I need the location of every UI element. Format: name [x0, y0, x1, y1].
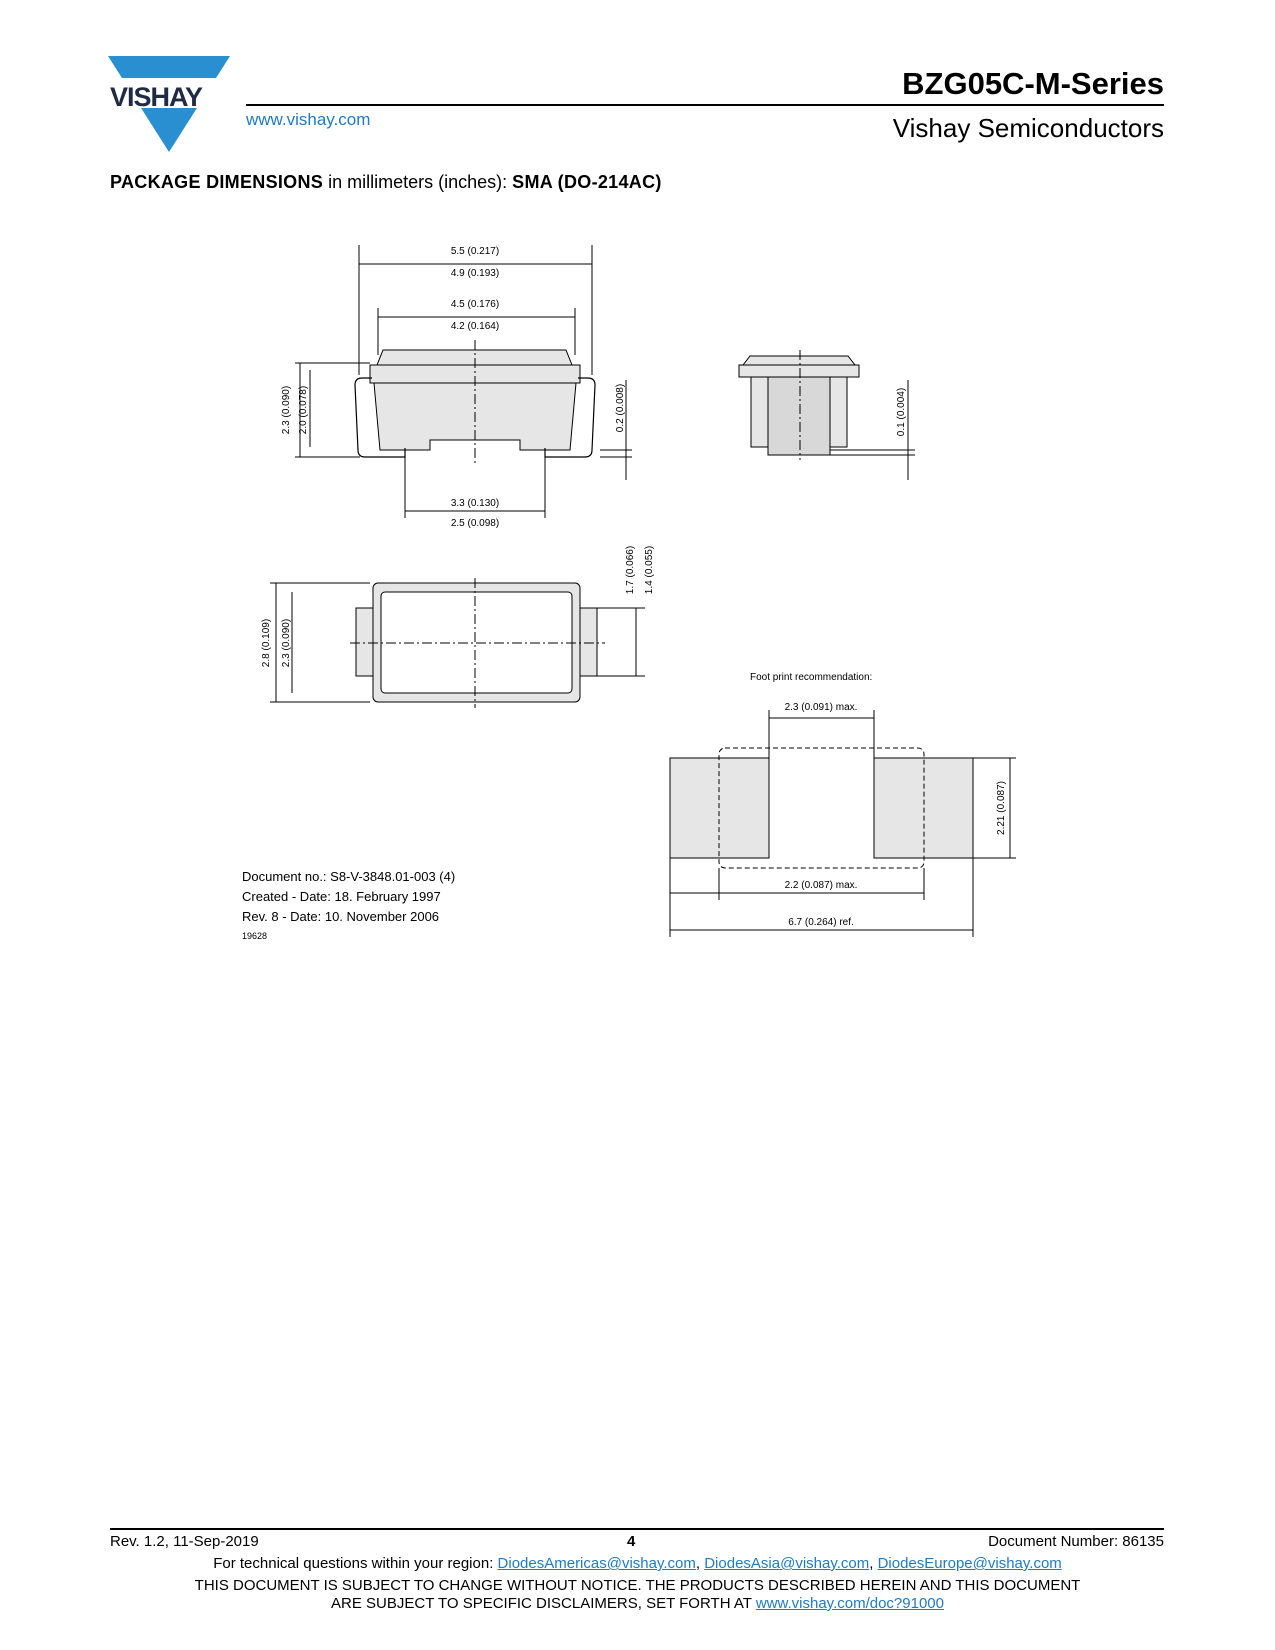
footprint-title: Foot print recommendation: — [750, 672, 873, 683]
footer-tech-questions — [0, 1555, 1275, 1572]
dim-4-2: 4.2 (0.164) — [450, 321, 500, 332]
disclaimer-link[interactable]: www.vishay.com/doc?91000 — [755, 1595, 944, 1612]
footer-notice-1: THIS DOCUMENT IS SUBJECT TO CHANGE WITHOUT NOTICE. THE PRODUCTS DESCRIBED HEREIN AND THIS DOCUMENT — [194, 1577, 1081, 1594]
heading-middle: in millimeters (inches): — [323, 172, 513, 192]
heading-bold: PACKAGE DIMENSIONS — [110, 172, 324, 192]
fp-dim-6-7: 6.7 (0.264) ref. — [788, 917, 854, 928]
meta-rev: Rev. 8 - Date: 10. November 2006 — [242, 909, 440, 924]
footer-revision: Rev. 1.2, 11-Sep-2019 — [110, 1533, 259, 1550]
footer-page-number: 4 — [627, 1533, 636, 1550]
dim-2-3-width: 2.3 (0.090) — [281, 618, 292, 668]
dim-3-3: 3.3 (0.130) — [450, 498, 500, 509]
dim-0-1: 0.1 (0.004) — [896, 387, 907, 437]
email-asia-link[interactable]: DiodesAsia@vishay.com — [704, 1555, 870, 1572]
dim-1-4: 1.4 (0.055) — [644, 545, 655, 595]
heading-package: SMA (DO-214AC) — [512, 172, 662, 192]
logo-text: VISHAY — [110, 82, 203, 112]
tech-prefix: For technical questions within your region: — [213, 1555, 498, 1572]
dim-5-5: 5.5 (0.217) — [450, 246, 500, 257]
sep-2: , — [869, 1555, 878, 1572]
footer-notice-2 — [0, 1595, 1275, 1612]
document-subtitle: Vishay Semiconductors — [892, 113, 1164, 143]
meta-code: 19628 — [242, 931, 268, 941]
dim-4-5: 4.5 (0.176) — [450, 299, 500, 310]
meta-created: Created - Date: 18. February 1997 — [242, 889, 441, 904]
notice-2-prefix: ARE SUBJECT TO SPECIFIC DISCLAIMERS, SET FORTH AT — [331, 1595, 756, 1612]
document-title: BZG05C-M-Series — [902, 66, 1164, 101]
footer-rule — [110, 1528, 1164, 1530]
fp-dim-2-21: 2.21 (0.087) — [996, 781, 1007, 835]
meta-doc-no: Document no.: S8-V-3848.01-003 (4) — [242, 869, 456, 884]
sep-1: , — [695, 1555, 705, 1572]
email-europe-link[interactable]: DiodesEurope@vishay.com — [877, 1555, 1062, 1572]
footer-document-number: Document Number: 86135 — [988, 1533, 1164, 1550]
email-americas-link[interactable]: DiodesAmericas@vishay.com — [497, 1555, 696, 1572]
dim-2-5: 2.5 (0.098) — [450, 518, 500, 529]
website-link[interactable]: www.vishay.com — [246, 110, 371, 129]
dim-2-8: 2.8 (0.109) — [261, 618, 272, 668]
dim-4-9: 4.9 (0.193) — [450, 268, 500, 279]
fp-dim-2-3: 2.3 (0.091) max. — [784, 702, 858, 713]
dim-2-0: 2.0 (0.078) — [298, 385, 309, 435]
dim-2-3-height: 2.3 (0.090) — [281, 385, 292, 435]
dim-1-7: 1.7 (0.066) — [625, 545, 636, 595]
fp-dim-2-2: 2.2 (0.087) max. — [784, 880, 858, 891]
dim-0-2: 0.2 (0.008) — [615, 383, 626, 433]
